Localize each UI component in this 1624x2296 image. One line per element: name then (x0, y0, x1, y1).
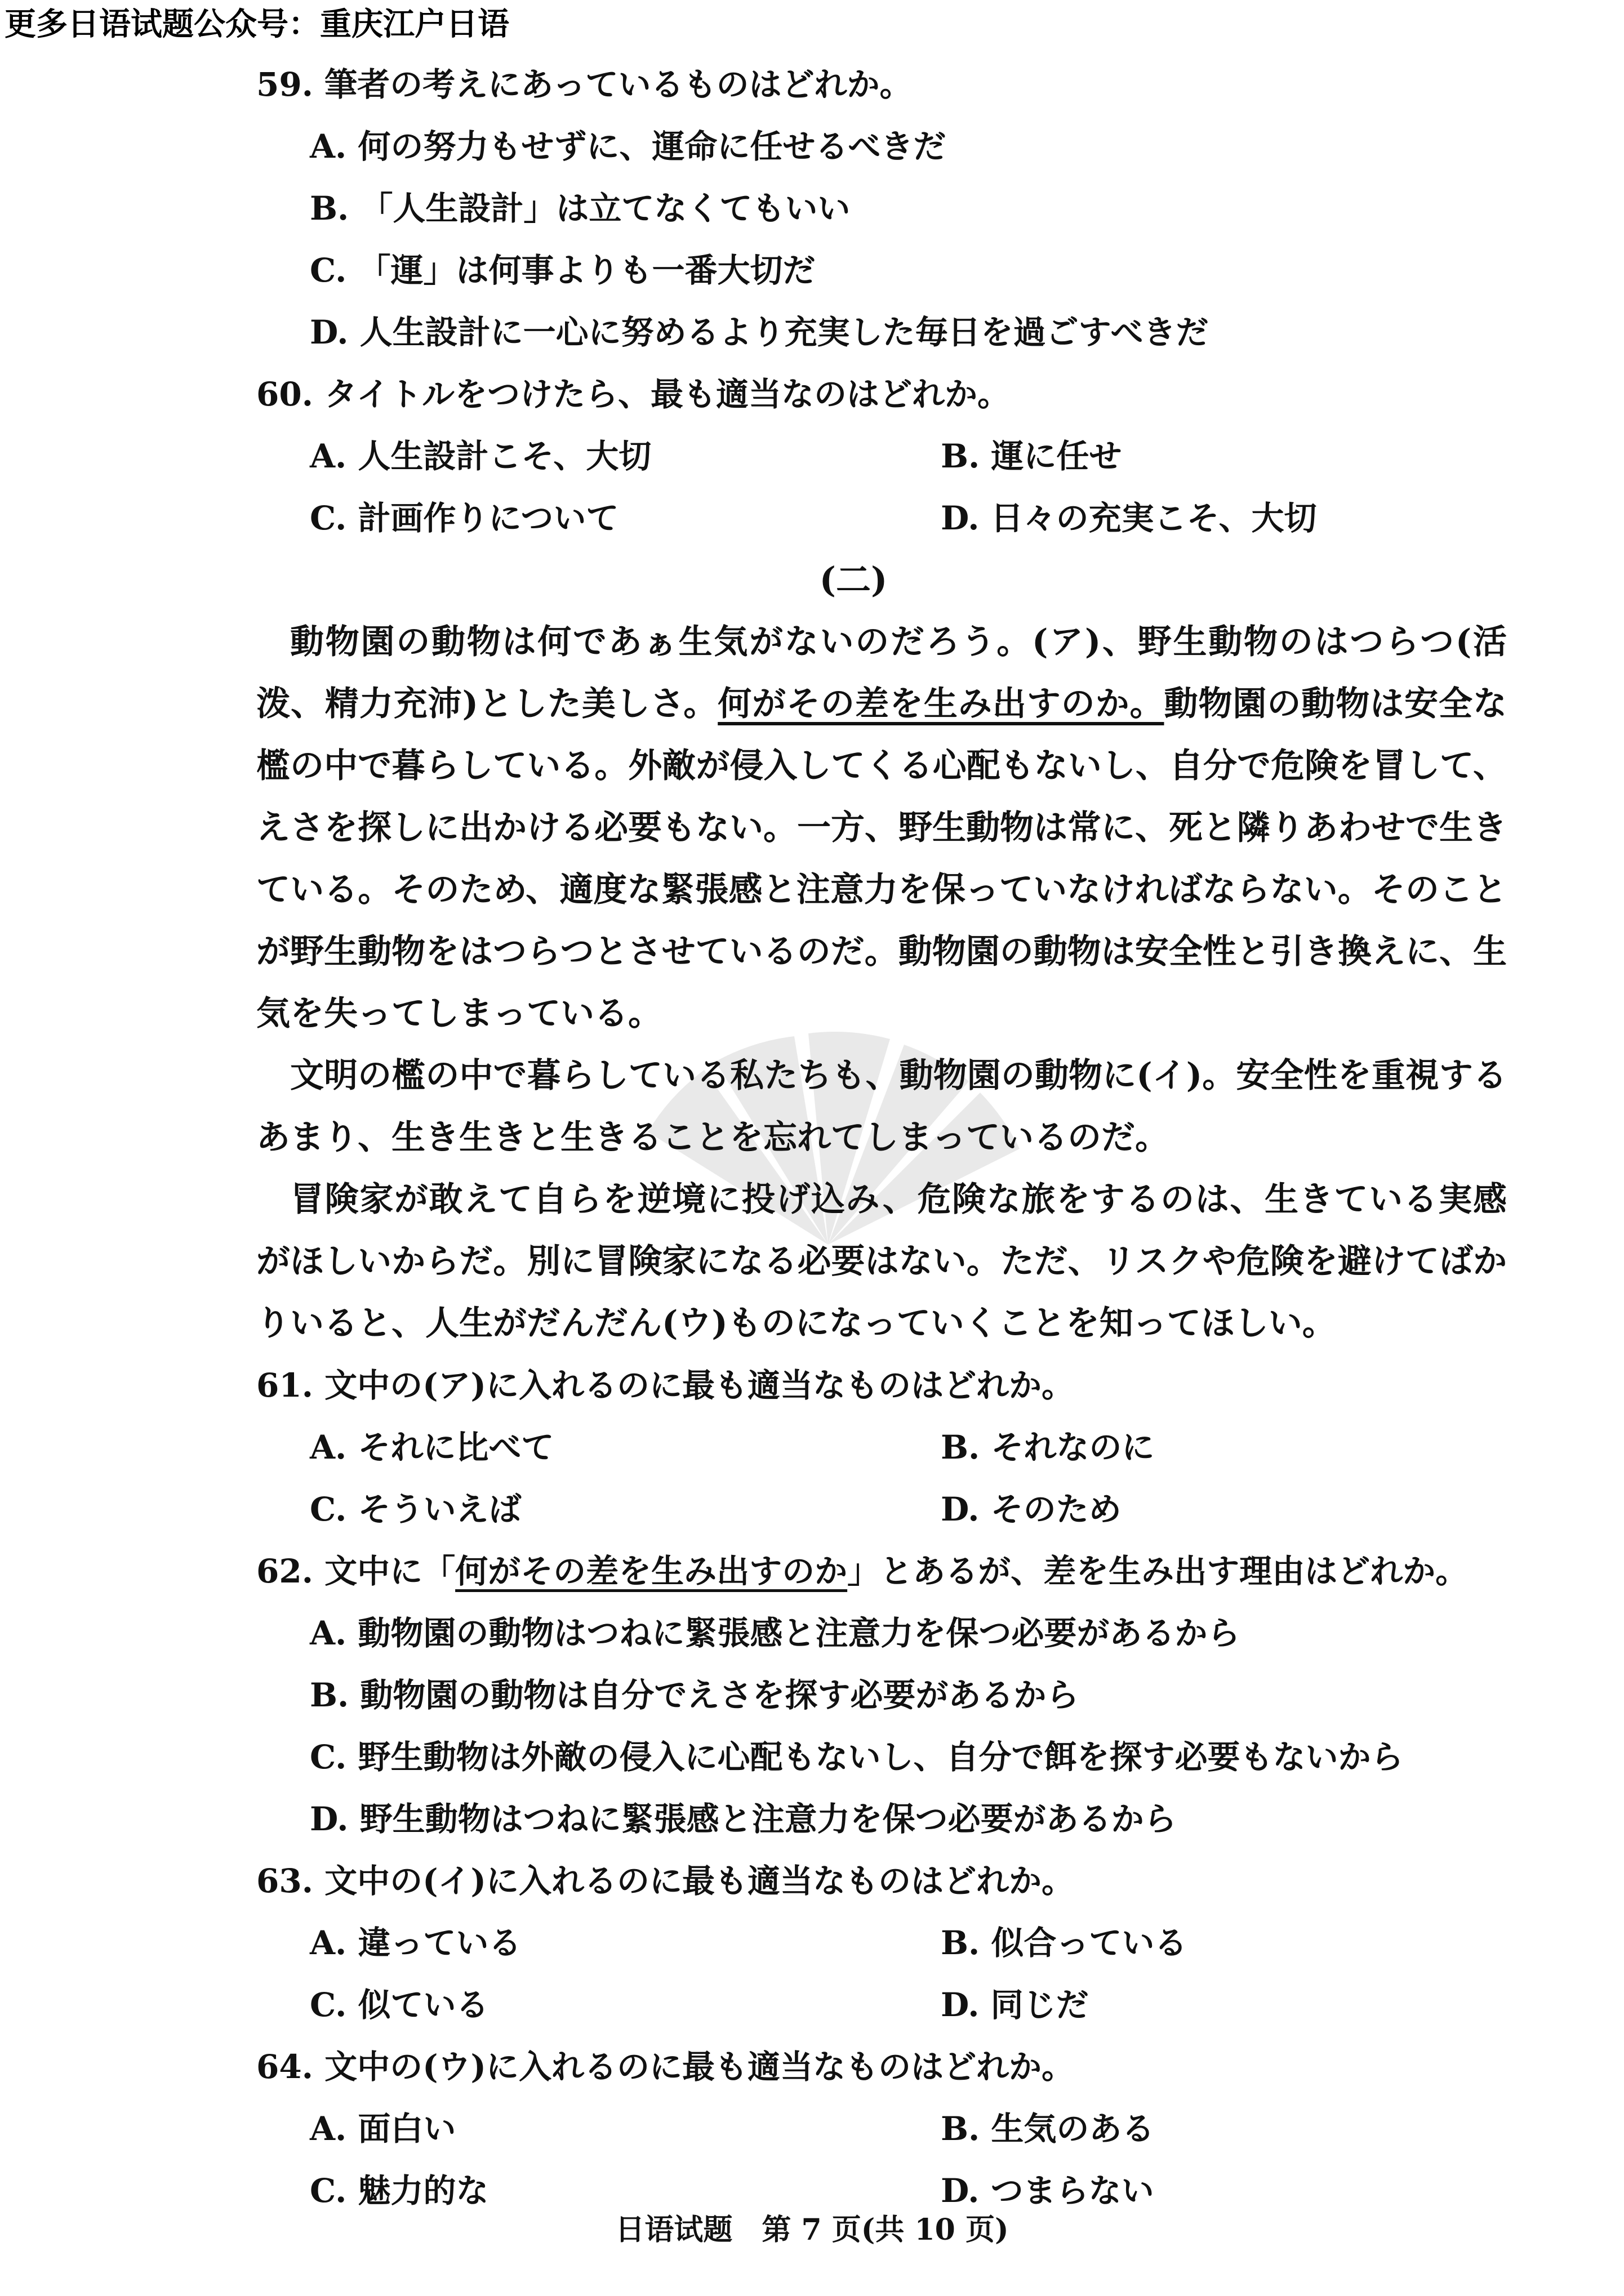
option-row (256, 1416, 1518, 1478)
option-row (256, 487, 1518, 549)
option-a: A. 何の努力もせずに、運命に任せるべきだ (310, 127, 946, 166)
option-b: B. それなのに (941, 1428, 1155, 1466)
question-64 (256, 2036, 1518, 2222)
option-row (256, 1974, 1518, 2036)
question-stem (256, 1540, 1518, 1602)
option-a: A. 面白い (310, 2110, 456, 2148)
option-c: C. 魅力的な (310, 2172, 489, 2210)
option-d: D. 人生設計に一心に努めるより充実した毎日を過ごすべきだ (310, 313, 1209, 351)
question-stem: 60. タイトルをつけたら、最も適当なのはどれか。 (256, 375, 1010, 413)
section-title: (二) (819, 559, 888, 600)
passage-paragraph-2: 文明の檻の中で暮らしている私たちも、動物園の動物に(イ)。安全性を重視するあまり、生き生きと生きることを忘れてしまっているのだ。 (256, 1056, 1507, 1157)
option-c: C. 「運」は何事よりも一番大切だ (310, 251, 816, 289)
option-b: B. 動物園の動物は自分でえさを探す必要があるから (310, 1676, 1079, 1714)
option-d: D. 同じだ (941, 1986, 1089, 2024)
option-a: A. 人生設計こそ、大切 (310, 437, 652, 475)
question-stem: 64. 文中の(ウ)に入れるのに最も適当なものはどれか。 (256, 2048, 1074, 2086)
header-banner: 更多日语试题公众号：重庆江户日语 (5, 6, 509, 43)
option-a: A. 動物園の動物はつねに緊張感と注意力を保つ必要があるから (310, 1614, 1240, 1652)
option-b: B. 生気のある (941, 2110, 1155, 2148)
option-b: B. 「人生設計」は立てなくてもいい (310, 189, 851, 228)
option-c: C. 計画作りについて (310, 499, 619, 537)
question-stem: 59. 筆者の考えにあっているものはどれか。 (256, 65, 913, 104)
passage-text: 動物園の動物は何であぁ生気がないのだろう。(ア)、野生動物のはつらつ(活泼、精力充沛)とした美しさ。 (256, 622, 1507, 724)
option-d: D. そのため (941, 1490, 1122, 1528)
underlined-phrase: 何がその差を生み出すのか。 (718, 684, 1164, 724)
option-a: A. それに比べて (310, 1428, 554, 1466)
option-row (256, 2098, 1518, 2160)
question-61 (256, 1354, 1518, 1540)
passage-paragraph-1 (256, 611, 1507, 1045)
stem-text: 62. 文中に「 (256, 1552, 456, 1590)
question-60 (256, 363, 1518, 549)
option-c: C. 野生動物は外敵の侵入に心配もないし、自分で餌を探す必要もないから (310, 1738, 1404, 1776)
exam-page (256, 54, 1518, 2222)
passage-text: 動物園の動物は安全な檻の中で暮らしている。外敵が侵入してくる心配もないし、自分で危険を冒して、えさを探しに出かける必要もない。一方、野生動物は常に、死と隣りあわせで生きている。そのため、適度な緊張感と注意力を保っていなければならない。そのことが野生動物をはつらつとさせているのだ。動物園の動物は安全性と引き換えに、生気を失ってしまっている。 (256, 684, 1507, 1033)
option-d: D. つまらない (941, 2172, 1154, 2210)
option-b: B. 運に任せ (941, 437, 1122, 475)
passage-paragraph-3: 冒険家が敢えて自らを逆境に投げ込み、危険な旅をするのは、生きている実感がほしいからだ。別に冒険家になる必要はない。ただ、リスクや危険を避けてばかりいると、人生がだんだん(ウ)ものになっていくことを知ってほしい。 (256, 1180, 1507, 1343)
option-row (256, 1912, 1518, 1974)
question-63 (256, 1850, 1518, 2036)
option-d: D. 日々の充実こそ、大切 (941, 499, 1317, 537)
question-62 (256, 1540, 1518, 1850)
question-stem: 61. 文中の(ア)に入れるのに最も適当なものはどれか。 (256, 1366, 1074, 1405)
option-a: A. 違っている (310, 1924, 522, 1962)
reading-passage (256, 611, 1518, 1354)
option-d: D. 野生動物はつねに緊張感と注意力を保つ必要があるから (310, 1800, 1177, 1838)
question-59 (256, 54, 1518, 363)
option-row (256, 425, 1518, 487)
page-footer: 日语试题 第 7 页(共 10 页) (615, 2213, 1009, 2247)
stem-text: 」とあるが、差を生み出す理由はどれか。 (847, 1552, 1469, 1590)
option-c: C. そういえば (310, 1490, 522, 1528)
option-row (256, 1478, 1518, 1540)
underlined-phrase: 何がその差を生み出すのか (455, 1552, 848, 1590)
option-b: B. 似合っている (941, 1924, 1187, 1962)
question-stem: 63. 文中の(イ)に入れるのに最も適当なものはどれか。 (256, 1862, 1074, 1900)
option-c: C. 似ている (310, 1986, 489, 2024)
